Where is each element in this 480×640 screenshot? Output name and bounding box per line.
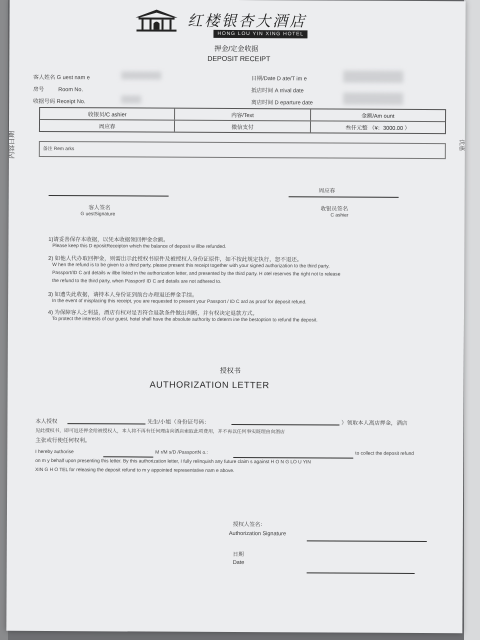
receipt-title-en: DEPOSIT RECEIPT xyxy=(207,55,271,64)
authorized-person-line xyxy=(67,423,145,424)
cell-cashier: 周应春 xyxy=(40,120,175,132)
date-label: 日期/Date D ate/T im e xyxy=(251,76,307,83)
receipt-title-cn: 押金/定金收据 xyxy=(214,45,259,54)
note-2-cn: 2) 如他人代办取回押金，则需出示此授权书原件及被授权人身份证原件，如不按此规定执行，恕不退还。 xyxy=(48,256,303,264)
cashier-signature-en: C ashier xyxy=(330,213,349,219)
authorized-name-line-en xyxy=(103,456,153,457)
hotel-name-cn: 红楼银杏大酒店 xyxy=(187,11,307,31)
header-amount: 金额/Am ount xyxy=(361,113,395,120)
cashier-name: 周应春 xyxy=(318,188,336,195)
note-3-cn: 3) 如遗失此收据，请持本人身份证到前台办理退还押金手续。 xyxy=(48,292,198,299)
passport-number-line xyxy=(233,457,353,459)
receipt-table xyxy=(39,107,446,134)
redacted-guest-name xyxy=(121,71,161,79)
note-3-en: In the event of misplacing this receipt, you are requested to present your Passport / ID C ard as proof for deposit refund. xyxy=(52,299,307,306)
hotel-logo-icon xyxy=(133,7,179,35)
guest-name-label: 客人姓名 G uest nam e xyxy=(33,74,90,82)
remarks-label: 备注 Rem arks xyxy=(42,146,75,153)
note-2-en-3: the refund to the third party, when Passport/ ID C ard details are not adhered to. xyxy=(52,279,222,285)
guest-signature-line xyxy=(49,195,169,197)
authorization-signature-cn: 授权人签名： xyxy=(232,521,266,529)
auth-en-part2: M r/M s/D /PassportN o.: xyxy=(155,450,208,456)
date-line xyxy=(307,572,415,574)
auth-en-line2: on m y behalf upon presenting this letter. By this authorization letter, I fully relinquish any future claim s against H O N G LO U YIN xyxy=(35,458,311,466)
auth-cn-part1: 本人授权 xyxy=(35,418,58,426)
redacted-receipt-no xyxy=(121,95,141,103)
header-cashier: 收银员/C ashier xyxy=(40,108,175,120)
auth-en-part3: to collect the deposit refund xyxy=(355,451,414,457)
background-right xyxy=(464,0,480,640)
receipt-no-label: 收据号码 Receipt No. xyxy=(33,98,86,106)
room-no-label: 房号 Room No. xyxy=(33,86,84,94)
redacted-departure xyxy=(343,93,403,105)
auth-cn-line3: 主张或行使任何权利。 xyxy=(35,437,91,445)
right-margin-text: 优惠 xyxy=(457,139,464,152)
arrival-label: 抵店时间 A rrival date xyxy=(251,88,304,95)
authorization-signature-en: Authorization Signature xyxy=(228,530,287,538)
remarks-box xyxy=(39,141,446,159)
cashier-signature-line xyxy=(289,196,399,198)
guest-signature-en: G uestSignature xyxy=(80,212,116,218)
note-1-cn: 1)请妥善保存本收据，以凭本收据领回押金余额。 xyxy=(48,237,169,244)
redacted-date xyxy=(343,71,403,83)
note-2-en-1: W hen the refund is to be given to a third party, please present this receipt together with your signed authorization to the third party. xyxy=(52,263,330,270)
auth-en-line3: XIN G H O TEL for releasing the deposit refund to m y appointed representative nam e above. xyxy=(35,467,235,474)
auth-en-part1: I hereby authorise xyxy=(35,449,74,456)
table-row xyxy=(40,120,445,133)
authorization-title-en: AUTHORIZATION LETTER xyxy=(149,379,270,391)
authorization-signature-line xyxy=(307,540,427,542)
id-number-line xyxy=(231,424,339,426)
note-2-en-2: Passport/ID C ard details w illbe listed in the authorization letter, and presented by the third party. H otel reserves the right not to release xyxy=(52,271,341,278)
auth-cn-part2: 先生/小姐（身份证号码： xyxy=(147,419,210,426)
note-4-en: To protect the interests of our guest, hotel shall have the absolute authority to determ ine the bestoption to refund the deposit. xyxy=(51,317,318,324)
auth-cn-part3: ）领取本人离店押金，酒店 xyxy=(341,420,408,427)
guest-signature-cn: 客人签名 xyxy=(88,205,111,212)
date-en: Date xyxy=(232,559,245,567)
auth-cn-line2: 见此授权书，即可返还押金给被授权人，本人将不再有任何理由向酒店索取此项费用，并不再以任何事实既理由向酒店 xyxy=(35,428,285,436)
departure-label: 离店时间 D eparture date xyxy=(251,100,313,107)
note-1-en: Please keep this D epositReceipton which the balance of deposit w illbe refunded. xyxy=(52,244,227,250)
left-margin-text: 内容日期 xyxy=(8,130,16,159)
cell-amount: 叁仟元整 （¥：3000.00 ） xyxy=(345,125,411,132)
authorization-title-cn: 授权书 xyxy=(219,367,241,376)
date-cn: 日期 xyxy=(232,551,244,559)
cell-text: 微信支付 xyxy=(175,121,310,133)
note-4-cn: 4) 为保障客人之利益，酒店有权对是否符合退款条件做出判断，并有权决定退款方式。 xyxy=(47,310,258,318)
receipt-paper xyxy=(6,0,465,633)
cashier-signature-cn: 收银员签名 xyxy=(320,206,349,213)
header-text: 内容/Text xyxy=(175,109,310,121)
hotel-name-en: HONG LOU YIN XING HOTEL xyxy=(213,30,307,38)
